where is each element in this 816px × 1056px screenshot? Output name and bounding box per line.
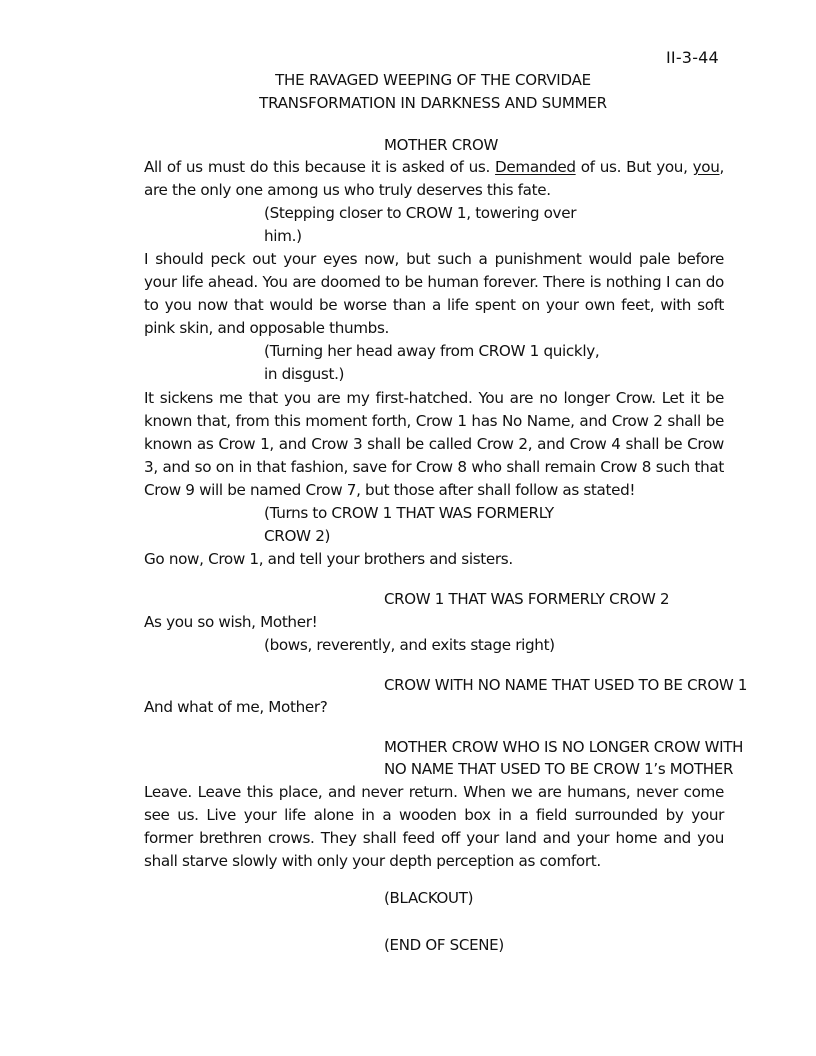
parenthetical-2-line-1: (Turning her head away from CROW 1 quickly, xyxy=(264,342,600,360)
parenthetical-1-line-2: him.) xyxy=(264,227,302,245)
dialogue-7: Leave. Leave this place, and never return. When we are humans, never come see us. Live your life alone in a wooden box in a field surrounded by your former brethren crows. They shall feed off your land and your home and you shall starve slowly with only your depth perception as comfort. xyxy=(144,783,724,870)
character-name-crow-with-no-name: CROW WITH NO NAME THAT USED TO BE CROW 1 xyxy=(384,676,748,694)
dialogue-1-emphasis-2: you xyxy=(692,158,720,176)
dialogue-5: As you so wish, Mother! xyxy=(144,613,318,631)
character-name-mother-crow: MOTHER CROW xyxy=(384,136,499,154)
parenthetical-1-line-1: (Stepping closer to CROW 1, towering over xyxy=(264,204,577,222)
dialogue-4: Go now, Crow 1, and tell your brothers and sisters. xyxy=(144,550,513,568)
end-of-scene-direction: (END OF SCENE) xyxy=(384,936,504,954)
parenthetical-4: (bows, reverently, and exits stage right) xyxy=(264,636,555,654)
title-line-2: TRANSFORMATION IN DARKNESS AND SUMMER xyxy=(259,94,607,112)
blackout-direction: (BLACKOUT) xyxy=(384,889,474,907)
dialogue-1-part-1: All of us must do this because it is asked of us. xyxy=(144,158,496,176)
character-name-crow-1-formerly-crow-2: CROW 1 THAT WAS FORMERLY CROW 2 xyxy=(384,590,670,608)
dialogue-1 xyxy=(144,156,724,202)
dialogue-1-part-3: , are the only one among us who truly deserves this fate. xyxy=(144,158,724,199)
dialogue-3: It sickens me that you are my first-hatched. You are no longer Crow. Let it be known that, from this moment forth, Crow 1 has No Name, and Crow 2 shall be known as Crow 1, and Crow 3 shall be called Crow 2, and Crow 4 shall be Crow 3, and so on in that fashion, save for Crow 8 who shall remain Crow 8 such that Crow 9 will be named Crow 7, but those after shall follow as stated! xyxy=(144,389,724,499)
dialogue-1-part-2: of us. But you, xyxy=(575,158,693,176)
parenthetical-3-line-2: CROW 2) xyxy=(264,527,331,545)
parenthetical-3-line-1: (Turns to CROW 1 THAT WAS FORMERLY xyxy=(264,504,554,522)
page-number: II-3-44 xyxy=(666,48,719,67)
dialogue-1-emphasis-1: Demanded xyxy=(495,158,576,176)
character-name-mother-crow-long-line-2: NO NAME THAT USED TO BE CROW 1’s MOTHER xyxy=(384,760,734,778)
title-line-1: THE RAVAGED WEEPING OF THE CORVIDAE xyxy=(275,71,591,89)
dialogue-2: I should peck out your eyes now, but such a punishment would pale before your life ahead. You are doomed to be human forever. There is nothing I can do to you now that would be worse than a life spent on your own feet, with soft pink skin, and opposable thumbs. xyxy=(144,250,724,337)
dialogue-6: And what of me, Mother? xyxy=(144,698,328,716)
character-name-mother-crow-long-line-1: MOTHER CROW WHO IS NO LONGER CROW WITH xyxy=(384,738,744,756)
parenthetical-2-line-2: in disgust.) xyxy=(264,365,345,383)
